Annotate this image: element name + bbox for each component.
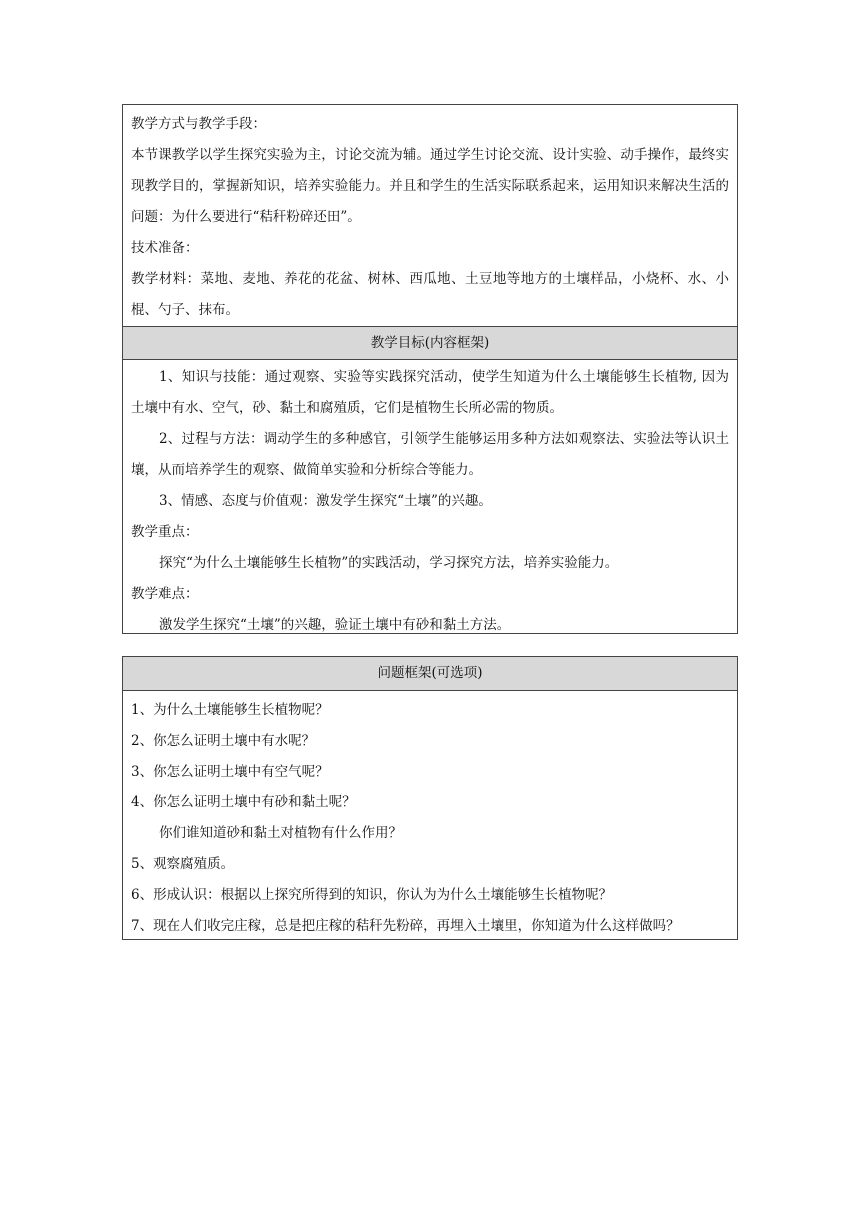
difficulty-heading: 教学难点： <box>131 586 199 602</box>
question-framework-table <box>122 656 738 940</box>
teaching-method-paragraph: 本节课教学以学生探究实验为主，讨论交流为辅。通过学生讨论交流、设计实验、动手操作，最终实现教学目的，掌握新知识，培养实验能力。并且和学生的生活实际联系起来，运用知识来解决生活的问题：为什么要进行“秸秆粉碎还田”。 <box>131 147 729 225</box>
tech-prep-heading: 技术准备： <box>131 240 199 256</box>
question-item: 4、你怎么证明土壤中有砂和黏土呢？ <box>131 794 356 811</box>
teaching-materials-text: 教学材料：菜地、麦地、养花的花盆、树林、西瓜地、土豆地等地方的土壤样品，小烧杯、水、小棍、勺子、抹布。 <box>131 271 729 318</box>
goal-item: 3、情感、态度与价值观：激发学生探究“土壤”的兴趣。 <box>159 493 492 509</box>
question-item: 2、你怎么证明土壤中有水呢？ <box>131 732 316 749</box>
question-item: 3、你怎么证明土壤中有空气呢？ <box>131 763 329 780</box>
questions-list <box>123 691 737 941</box>
teaching-method-heading: 教学方式与教学手段： <box>131 116 266 132</box>
question-item: 1、为什么土壤能够生长植物呢？ <box>131 702 329 718</box>
teaching-goals-section <box>123 360 737 641</box>
difficulty-text: 激发学生探究“土壤”的兴趣，验证土壤中有砂和黏土方法。 <box>159 617 511 633</box>
goal-item: 2、过程与方法：调动学生的多种感官，引领学生能够运用多种方法如观察法、实验法等认识土壤，从而培养学生的观察、做简单实验和分析综合等能力。 <box>131 431 729 478</box>
goal-item: 1、知识与技能：通过观察、实验等实践探究活动，使学生知道为什么土壤能够生长植物, 因为土壤中有水、空气，砂、黏土和腐殖质，它们是植物生长所必需的物质。 <box>131 369 729 416</box>
key-point-text: 探究“为什么土壤能够生长植物”的实践活动，学习探究方法，培养实验能力。 <box>159 555 619 571</box>
goals-header: 教学目标(内容框架) <box>123 326 737 360</box>
question-item: 6、形成认识：根据以上探究所得到的知识，你认为为什么土壤能够生长植物呢？ <box>131 886 613 903</box>
question-item: 5、观察腐殖质。 <box>131 855 235 872</box>
question-item: 7、现在人们收完庄稼，总是把庄稼的秸秆先粉碎，再埋入土壤里，你知道为什么这样做吗？ <box>131 917 680 934</box>
lesson-plan-table <box>122 104 738 634</box>
question-item: 你们谁知道砂和黏土对植物有什么作用？ <box>159 825 402 842</box>
teaching-method-section <box>123 105 737 326</box>
questions-header: 问题框架(可选项) <box>123 657 737 691</box>
key-point-heading: 教学重点： <box>131 524 199 540</box>
